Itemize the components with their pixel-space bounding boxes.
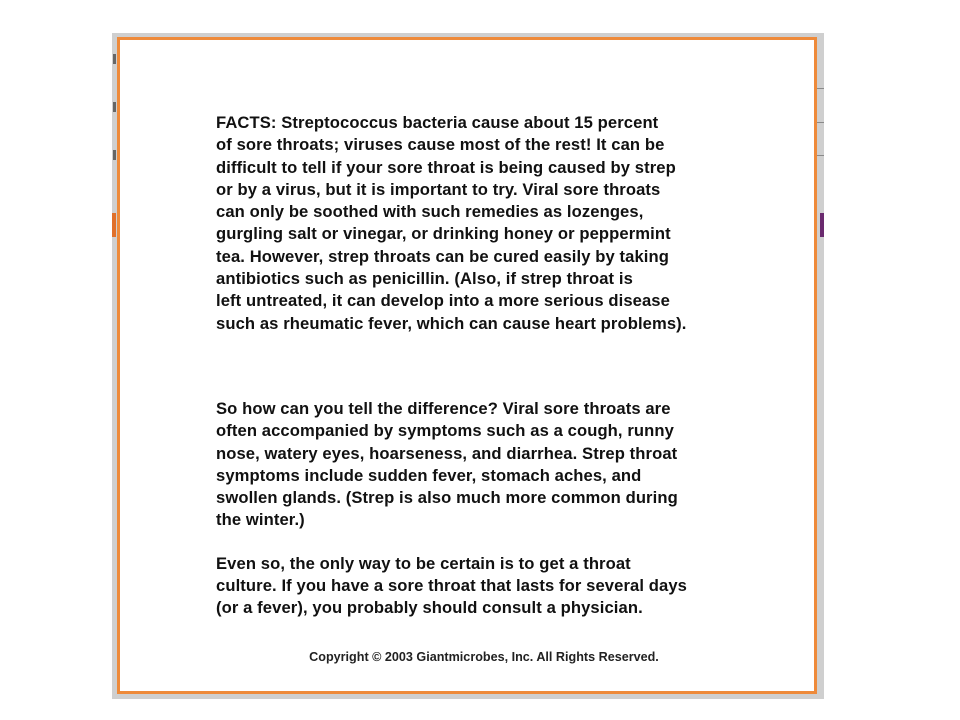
facts-paragraph: FACTS: Streptococcus bacteria cause about 15 percent of sore throats; viruses cause most of the rest! It can be difficult to tell if your sore throat is being caused by strep or by a virus, but it is important to try. Viral sore throats can only be soothed with such remedies as lozenges, gurgling salt or vinegar, or drinking honey or peppermint tea. However, strep throats can be cured easily by taking antibiotics such as penicillin. (Also, if strep throat is left untreated, it can develop into a more serious disease such as rheumatic fever, which can cause heart problems). (216, 113, 687, 333)
copyright-notice: Copyright © 2003 Giantmicrobes, Inc. All Rights Reserved. (309, 650, 659, 664)
edge-accent-left (112, 213, 116, 237)
background-glyph (113, 54, 116, 64)
difference-paragraph: So how can you tell the difference? Viral sore throats are often accompanied by symptoms such as a cough, runny nose, watery eyes, hoarseness, and diarrhea. Strep throat symptoms include sudden fever, stomach aches, and swollen glands. (Strep is also much more common during the winter.) (216, 398, 678, 530)
info-card (117, 37, 817, 694)
background-glyph (113, 150, 116, 160)
card-body (216, 112, 776, 620)
background-glyph (113, 102, 116, 112)
background-rule (817, 122, 824, 123)
background-rule (817, 155, 824, 156)
background-rule (817, 88, 824, 89)
edge-accent-right (820, 213, 824, 237)
certainty-paragraph: Even so, the only way to be certain is to get a throat culture. If you have a sore throat that lasts for several days (or a fever), you probably should consult a physician. (216, 553, 687, 618)
